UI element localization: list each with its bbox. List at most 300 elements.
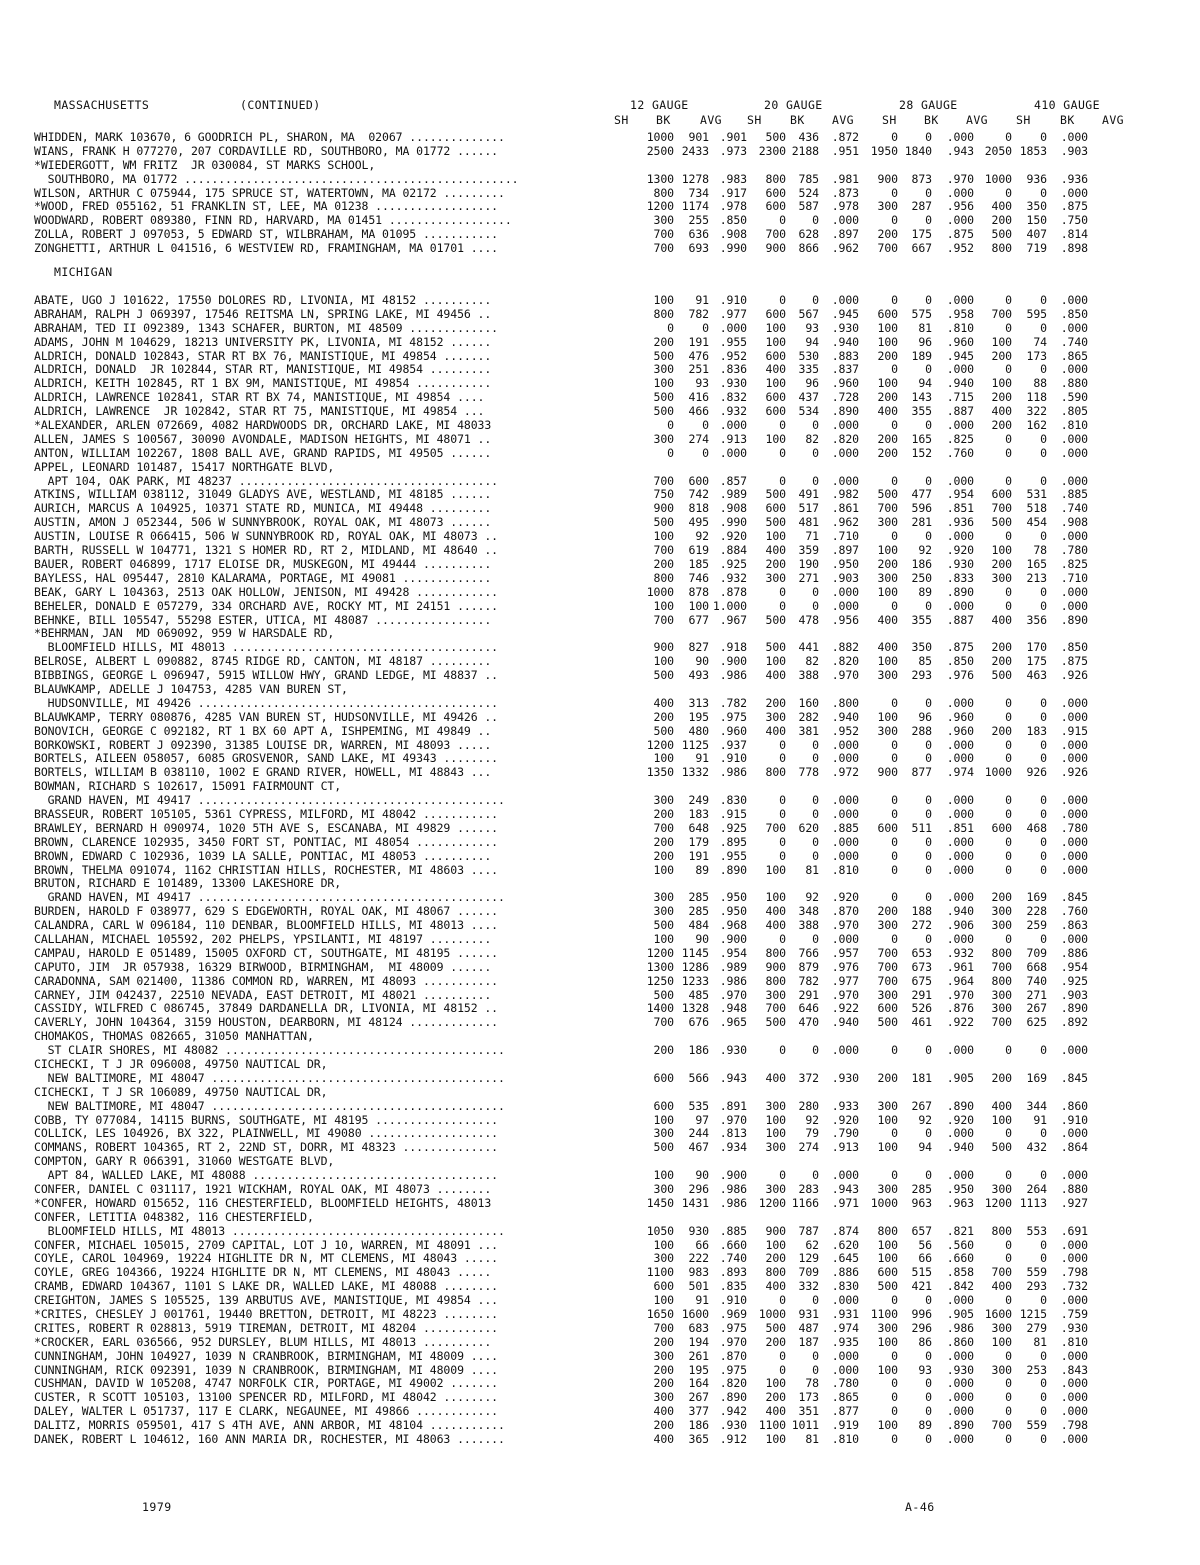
score-cell: 700 — [877, 241, 898, 256]
score-cell: 0 — [1005, 848, 1012, 863]
score-cell: 1250 — [646, 973, 674, 988]
score-cell: 300 — [653, 1126, 674, 1141]
score-cell: 285 — [911, 1182, 932, 1197]
score-cell: 0 — [812, 598, 819, 613]
score-cell: .970 — [719, 1112, 747, 1127]
score-cell: 78 — [1033, 543, 1047, 558]
score-cell: .000 — [1060, 445, 1088, 460]
score-cell: .000 — [946, 834, 974, 849]
score-cell: .961 — [946, 959, 974, 974]
score-cell: 2433 — [681, 143, 709, 158]
score-cell: 877 — [911, 765, 932, 780]
score-cell: 1000 — [646, 130, 674, 144]
shooter-name-address: *ALEXANDER, ARLEN 072669, 4082 HARDWOODS DR, ORCHARD LAKE, MI 48033 — [34, 418, 492, 433]
score-cell: 0 — [1005, 1126, 1012, 1141]
score-cell: 467 — [688, 1140, 709, 1155]
score-cell: 719 — [1026, 241, 1047, 256]
score-cell: .950 — [719, 904, 747, 919]
score-cell: 595 — [1026, 306, 1047, 321]
score-cell: .968 — [719, 918, 747, 933]
score-cell: 1200 — [758, 1195, 786, 1210]
score-cell: .930 — [1060, 1320, 1088, 1335]
score-cell: 91 — [1033, 1112, 1047, 1127]
score-cell: 1166 — [791, 1195, 819, 1210]
score-cell: 300 — [991, 570, 1012, 585]
score-cell: 244 — [688, 1126, 709, 1141]
score-cell: 0 — [925, 1293, 932, 1308]
score-cell: 0 — [667, 320, 674, 335]
table-row — [34, 1251, 1164, 1265]
score-cell: 285 — [688, 904, 709, 919]
table-row — [34, 1293, 1164, 1307]
score-cell: .000 — [946, 185, 974, 200]
score-cell: 1000 — [984, 765, 1012, 780]
score-cell: 0 — [779, 1348, 786, 1363]
shooter-name-address: SOUTHBORO, MA 01772 ................................................. — [34, 171, 519, 186]
score-cell: .982 — [831, 487, 859, 502]
score-cell: 0 — [891, 213, 898, 228]
score-cell: .910 — [1060, 1112, 1088, 1127]
score-cell: 0 — [925, 834, 932, 849]
score-cell: .000 — [1060, 1126, 1088, 1141]
score-cell: 100 — [991, 376, 1012, 391]
shooter-name-address: CUNNINGHAM, JOHN 104927, 1039 N CRANBROOK, BIRMINGHAM, MI 48009 .... — [34, 1348, 499, 1363]
score-cell: .759 — [1060, 1307, 1088, 1322]
shooter-name-address: CONFER, DANIEL C 031117, 1921 WICKHAM, ROYAL OAK, MI 48073 ........ — [34, 1182, 492, 1197]
score-cell: .951 — [831, 143, 859, 158]
score-cell: .863 — [1060, 918, 1088, 933]
score-cell: 454 — [1026, 515, 1047, 530]
score-cell: .890 — [946, 1098, 974, 1113]
score-cell: 0 — [891, 130, 898, 144]
score-cell: 0 — [1040, 130, 1047, 144]
score-cell: 0 — [1005, 1237, 1012, 1252]
score-cell: 800 — [765, 973, 786, 988]
score-cell: 91 — [695, 293, 709, 308]
score-cell: 1332 — [681, 765, 709, 780]
score-cell: 400 — [765, 904, 786, 919]
score-cell: 162 — [1026, 418, 1047, 433]
score-cell: 0 — [779, 793, 786, 808]
score-cell: .952 — [831, 723, 859, 738]
score-cell: 191 — [688, 848, 709, 863]
score-cell: 0 — [779, 293, 786, 308]
score-cell: 92 — [805, 1112, 819, 1127]
shooter-name-address: COMMANS, ROBERT 104365, RT 2, 22ND ST, DORR, MI 48323 .............. — [34, 1140, 499, 1155]
table-row — [34, 821, 1164, 835]
score-cell: 400 — [765, 1279, 786, 1294]
score-cell: 0 — [812, 1362, 819, 1377]
score-cell: .560 — [946, 1237, 974, 1252]
score-cell: .901 — [719, 130, 747, 144]
score-cell: 0 — [1005, 431, 1012, 446]
shooter-name-address: *WIEDERGOTT, WM FRITZ JR 030084, ST MARKS SCHOOL, — [34, 157, 376, 172]
state-heading: MASSACHUSETTS — [54, 98, 150, 112]
score-cell: 1450 — [646, 1195, 674, 1210]
score-cell: 673 — [911, 959, 932, 974]
score-cell: 1840 — [904, 143, 932, 158]
table-row — [34, 172, 1164, 186]
footer-year: 1979 — [142, 1500, 172, 1514]
score-cell: 0 — [779, 737, 786, 752]
shooter-name-address: WHIDDEN, MARK 103670, 6 GOODRICH PL, SHARON, MA 02067 .............. — [34, 130, 505, 144]
score-cell: .000 — [946, 1376, 974, 1391]
shooter-name-address: CREIGHTON, JAMES S 105525, 139 ARBUTUS AVE, MANISTIQUE, MI 49854 ... — [34, 1293, 499, 1308]
table-row — [34, 946, 1164, 960]
score-cell: 0 — [891, 806, 898, 821]
score-cell: 200 — [653, 556, 674, 571]
score-cell: .728 — [831, 390, 859, 405]
table-row — [34, 571, 1164, 585]
score-cell: 200 — [991, 654, 1012, 669]
shooter-name-address: BORTELS, WILLIAM B 038110, 1002 E GRAND RIVER, HOWELL, MI 48843 ... — [34, 765, 492, 780]
score-cell: 200 — [653, 709, 674, 724]
table-row — [34, 876, 1164, 890]
score-cell: 300 — [991, 904, 1012, 919]
score-cell: 2050 — [984, 143, 1012, 158]
table-row — [34, 158, 1164, 172]
score-cell: 1300 — [646, 959, 674, 974]
table-row — [34, 1335, 1164, 1349]
score-cell: 0 — [1040, 362, 1047, 377]
score-cell: 200 — [653, 334, 674, 349]
massachusetts-rows — [34, 130, 1164, 255]
score-cell: 100 — [765, 431, 786, 446]
score-cell: 200 — [765, 1334, 786, 1349]
score-cell: .877 — [831, 1404, 859, 1419]
score-cell: 0 — [1040, 1293, 1047, 1308]
score-cell: 100 — [765, 890, 786, 905]
score-cell: .732 — [1060, 1279, 1088, 1294]
score-cell: 0 — [891, 890, 898, 905]
score-cell: .922 — [946, 1015, 974, 1030]
table-row — [34, 376, 1164, 390]
score-cell: .000 — [1060, 709, 1088, 724]
score-cell: .955 — [719, 334, 747, 349]
score-cell: 700 — [653, 1320, 674, 1335]
score-cell: 0 — [1005, 862, 1012, 877]
score-cell: .875 — [1060, 654, 1088, 669]
score-cell: .790 — [831, 1126, 859, 1141]
score-cell: 931 — [798, 1307, 819, 1322]
table-row — [34, 1113, 1164, 1127]
score-cell: 900 — [765, 241, 786, 256]
shooter-name-address: AURICH, MARCUS A 104925, 10371 STATE RD, MUNICA, MI 49448 ......... — [34, 501, 492, 516]
score-cell: 0 — [891, 362, 898, 377]
score-cell: 94 — [805, 334, 819, 349]
footer-page-number: A-46 — [905, 1500, 935, 1514]
score-cell: 100 — [877, 1251, 898, 1266]
score-cell: 0 — [925, 598, 932, 613]
score-cell: 1.000 — [712, 598, 747, 613]
michigan-rows — [34, 293, 1164, 1446]
score-cell: .970 — [719, 1334, 747, 1349]
score-cell: .900 — [719, 654, 747, 669]
score-cell: 0 — [925, 418, 932, 433]
score-cell: 0 — [1005, 598, 1012, 613]
score-cell: 625 — [1026, 1015, 1047, 1030]
score-cell: 936 — [1026, 171, 1047, 186]
score-cell: .936 — [946, 515, 974, 530]
score-cell: 0 — [925, 1390, 932, 1405]
score-cell: 0 — [1005, 751, 1012, 766]
score-cell: .977 — [831, 973, 859, 988]
score-cell: 0 — [925, 1126, 932, 1141]
score-cell: 143 — [911, 390, 932, 405]
score-cell: .890 — [1060, 1001, 1088, 1016]
table-row — [34, 1154, 1164, 1168]
score-cell: 0 — [891, 1348, 898, 1363]
score-cell: 400 — [765, 543, 786, 558]
score-cell: 0 — [1005, 1251, 1012, 1266]
table-row — [34, 1432, 1164, 1446]
table-row — [34, 1029, 1164, 1043]
score-cell: 700 — [765, 227, 786, 242]
score-cell: 150 — [1026, 213, 1047, 228]
score-cell: 200 — [877, 904, 898, 919]
score-cell: .952 — [719, 348, 747, 363]
score-cell: 0 — [1040, 1168, 1047, 1183]
score-cell: 495 — [688, 515, 709, 530]
score-cell: .000 — [946, 598, 974, 613]
score-cell: 600 — [765, 199, 786, 214]
shooter-name-address: APT 84, WALLED LAKE, MI 48088 .................................... — [34, 1168, 499, 1183]
score-cell: .830 — [831, 1279, 859, 1294]
score-cell: .851 — [946, 501, 974, 516]
score-cell: .000 — [946, 1348, 974, 1363]
table-row — [34, 1376, 1164, 1390]
score-cell: .895 — [719, 834, 747, 849]
score-cell: .000 — [946, 529, 974, 544]
table-row — [34, 307, 1164, 321]
table-row — [34, 599, 1164, 613]
score-cell: 187 — [798, 1334, 819, 1349]
score-cell: 575 — [911, 306, 932, 321]
score-cell: .837 — [831, 362, 859, 377]
score-cell: 100 — [653, 1168, 674, 1183]
score-cell: .954 — [946, 487, 974, 502]
score-cell: .986 — [719, 973, 747, 988]
score-cell: .000 — [831, 418, 859, 433]
score-cell: .000 — [946, 931, 974, 946]
score-cell: .942 — [719, 1404, 747, 1419]
score-cell: 800 — [653, 570, 674, 585]
score-cell: .850 — [1060, 306, 1088, 321]
score-cell: 186 — [688, 1043, 709, 1058]
score-cell: .989 — [719, 959, 747, 974]
score-cell: 0 — [1040, 1043, 1047, 1058]
score-cell: 100 — [653, 654, 674, 669]
score-cell: 81 — [805, 1432, 819, 1447]
score-cell: 0 — [925, 848, 932, 863]
score-cell: 587 — [798, 199, 819, 214]
score-cell: 493 — [688, 668, 709, 683]
score-cell: 62 — [805, 1237, 819, 1252]
score-cell: 100 — [765, 1112, 786, 1127]
score-cell: 91 — [695, 1293, 709, 1308]
table-row — [34, 1015, 1164, 1029]
score-cell: .000 — [1060, 1390, 1088, 1405]
score-cell: 818 — [688, 501, 709, 516]
score-cell: .940 — [946, 376, 974, 391]
score-cell: 800 — [991, 945, 1012, 960]
shooter-name-address: COBB, TY 077084, 14115 BURNS, SOUTHGATE, MI 48195 .................. — [34, 1112, 499, 1127]
score-cell: 693 — [688, 241, 709, 256]
score-cell: .798 — [1060, 1418, 1088, 1433]
score-cell: 0 — [779, 1168, 786, 1183]
score-cell: .000 — [831, 1293, 859, 1308]
score-cell: .930 — [719, 1418, 747, 1433]
score-cell: 183 — [688, 806, 709, 821]
score-cell: .000 — [946, 737, 974, 752]
score-cell: .000 — [831, 1043, 859, 1058]
score-cell: 94 — [918, 1140, 932, 1155]
score-cell: 800 — [991, 1223, 1012, 1238]
score-cell: 200 — [877, 556, 898, 571]
score-cell: 118 — [1026, 390, 1047, 405]
score-cell: 0 — [1040, 320, 1047, 335]
score-cell: 74 — [1033, 334, 1047, 349]
score-cell: 700 — [877, 959, 898, 974]
score-cell: .945 — [831, 306, 859, 321]
score-cell: 800 — [765, 765, 786, 780]
score-cell: 0 — [1005, 1168, 1012, 1183]
score-cell: 92 — [805, 890, 819, 905]
score-cell: .000 — [1060, 362, 1088, 377]
table-row — [34, 515, 1164, 529]
score-cell: .864 — [1060, 1140, 1088, 1155]
score-cell: 800 — [991, 973, 1012, 988]
score-cell: 285 — [688, 890, 709, 905]
score-cell: 0 — [925, 213, 932, 228]
score-cell: .832 — [719, 390, 747, 405]
table-row — [34, 835, 1164, 849]
score-cell: .973 — [719, 143, 747, 158]
score-cell: .782 — [719, 695, 747, 710]
score-cell: 600 — [765, 390, 786, 405]
table-row — [34, 1224, 1164, 1238]
shooter-name-address: BRASSEUR, ROBERT 105105, 5361 CYPRESS, MILFORD, MI 48042 ........... — [34, 806, 499, 821]
score-cell: .964 — [946, 973, 974, 988]
score-cell: 82 — [805, 431, 819, 446]
score-cell: 0 — [925, 293, 932, 308]
shooter-name-address: CONFER, LETITIA 048382, 116 CHESTERFIELD, — [34, 1209, 314, 1224]
score-cell: 667 — [911, 241, 932, 256]
score-cell: 700 — [877, 945, 898, 960]
table-row — [34, 1043, 1164, 1057]
score-cell: 100 — [765, 654, 786, 669]
score-cell: 400 — [877, 612, 898, 627]
score-cell: .897 — [831, 227, 859, 242]
score-cell: .000 — [1060, 130, 1088, 144]
score-cell: 100 — [991, 1334, 1012, 1349]
score-cell: .850 — [719, 213, 747, 228]
table-row — [34, 918, 1164, 932]
score-cell: 600 — [765, 501, 786, 516]
score-cell: .000 — [831, 293, 859, 308]
score-cell: 0 — [1040, 695, 1047, 710]
score-cell: .000 — [946, 848, 974, 863]
score-cell: 879 — [798, 959, 819, 974]
score-cell: .882 — [831, 640, 859, 655]
score-cell: 900 — [653, 501, 674, 516]
score-cell: .000 — [946, 890, 974, 905]
shooter-name-address: WILSON, ARTHUR C 075944, 175 SPRUCE ST, WATERTOWN, MA 02172 ......... — [34, 185, 505, 200]
score-cell: .000 — [719, 320, 747, 335]
score-cell: .934 — [719, 1140, 747, 1155]
score-cell: 181 — [911, 1070, 932, 1085]
score-cell: .850 — [946, 654, 974, 669]
table-row — [34, 362, 1164, 376]
score-cell: .890 — [946, 1418, 974, 1433]
score-cell: 800 — [877, 1223, 898, 1238]
score-cell: 501 — [688, 1279, 709, 1294]
shooter-name-address: ALDRICH, LAWRENCE JR 102842, STAR RT 75, MANISTIQUE, MI 49854 ... — [34, 404, 485, 419]
score-cell: .890 — [719, 1390, 747, 1405]
score-cell: 0 — [1005, 293, 1012, 308]
score-cell: 800 — [765, 171, 786, 186]
score-cell: .925 — [719, 556, 747, 571]
score-cell: .960 — [946, 709, 974, 724]
score-cell: 0 — [891, 293, 898, 308]
score-cell: .000 — [946, 1432, 974, 1447]
score-cell: .903 — [1060, 987, 1088, 1002]
score-cell: 300 — [765, 987, 786, 1002]
shooter-name-address: COLLICK, LES 104926, BX 322, PLAINWELL, MI 49080 ................... — [34, 1126, 499, 1141]
score-cell: 100 — [653, 376, 674, 391]
score-cell: 0 — [1005, 584, 1012, 599]
score-cell: .865 — [1060, 348, 1088, 363]
score-cell: 195 — [688, 1362, 709, 1377]
score-cell: 566 — [688, 1070, 709, 1085]
score-cell: .798 — [1060, 1265, 1088, 1280]
score-cell: 0 — [1040, 848, 1047, 863]
score-cell: 400 — [765, 362, 786, 377]
score-cell: 250 — [911, 570, 932, 585]
score-cell: .000 — [1060, 1293, 1088, 1308]
score-cell: 0 — [1005, 737, 1012, 752]
score-cell: 1100 — [870, 1307, 898, 1322]
table-row — [34, 682, 1164, 696]
score-cell: .000 — [946, 1293, 974, 1308]
score-cell: 400 — [991, 404, 1012, 419]
score-cell: 188 — [911, 904, 932, 919]
score-cell: 0 — [1005, 529, 1012, 544]
score-cell: 0 — [925, 473, 932, 488]
score-cell: 97 — [695, 1112, 709, 1127]
score-cell: 709 — [1026, 945, 1047, 960]
score-cell: 92 — [918, 543, 932, 558]
score-cell: .810 — [1060, 1334, 1088, 1349]
score-cell: .972 — [831, 765, 859, 780]
table-row — [34, 710, 1164, 724]
score-cell: 700 — [991, 501, 1012, 516]
score-cell: 926 — [1026, 765, 1047, 780]
score-cell: 388 — [798, 668, 819, 683]
score-cell: 0 — [1005, 1404, 1012, 1419]
score-cell: 0 — [891, 1376, 898, 1391]
table-row — [34, 1307, 1164, 1321]
score-cell: 0 — [702, 418, 709, 433]
score-cell: 535 — [688, 1098, 709, 1113]
score-cell: 0 — [1040, 1390, 1047, 1405]
score-cell: .820 — [719, 1376, 747, 1391]
score-cell: .986 — [719, 765, 747, 780]
score-cell: 0 — [1005, 695, 1012, 710]
score-cell: 0 — [1040, 1376, 1047, 1391]
score-cell: 463 — [1026, 668, 1047, 683]
score-cell: 400 — [991, 1098, 1012, 1113]
